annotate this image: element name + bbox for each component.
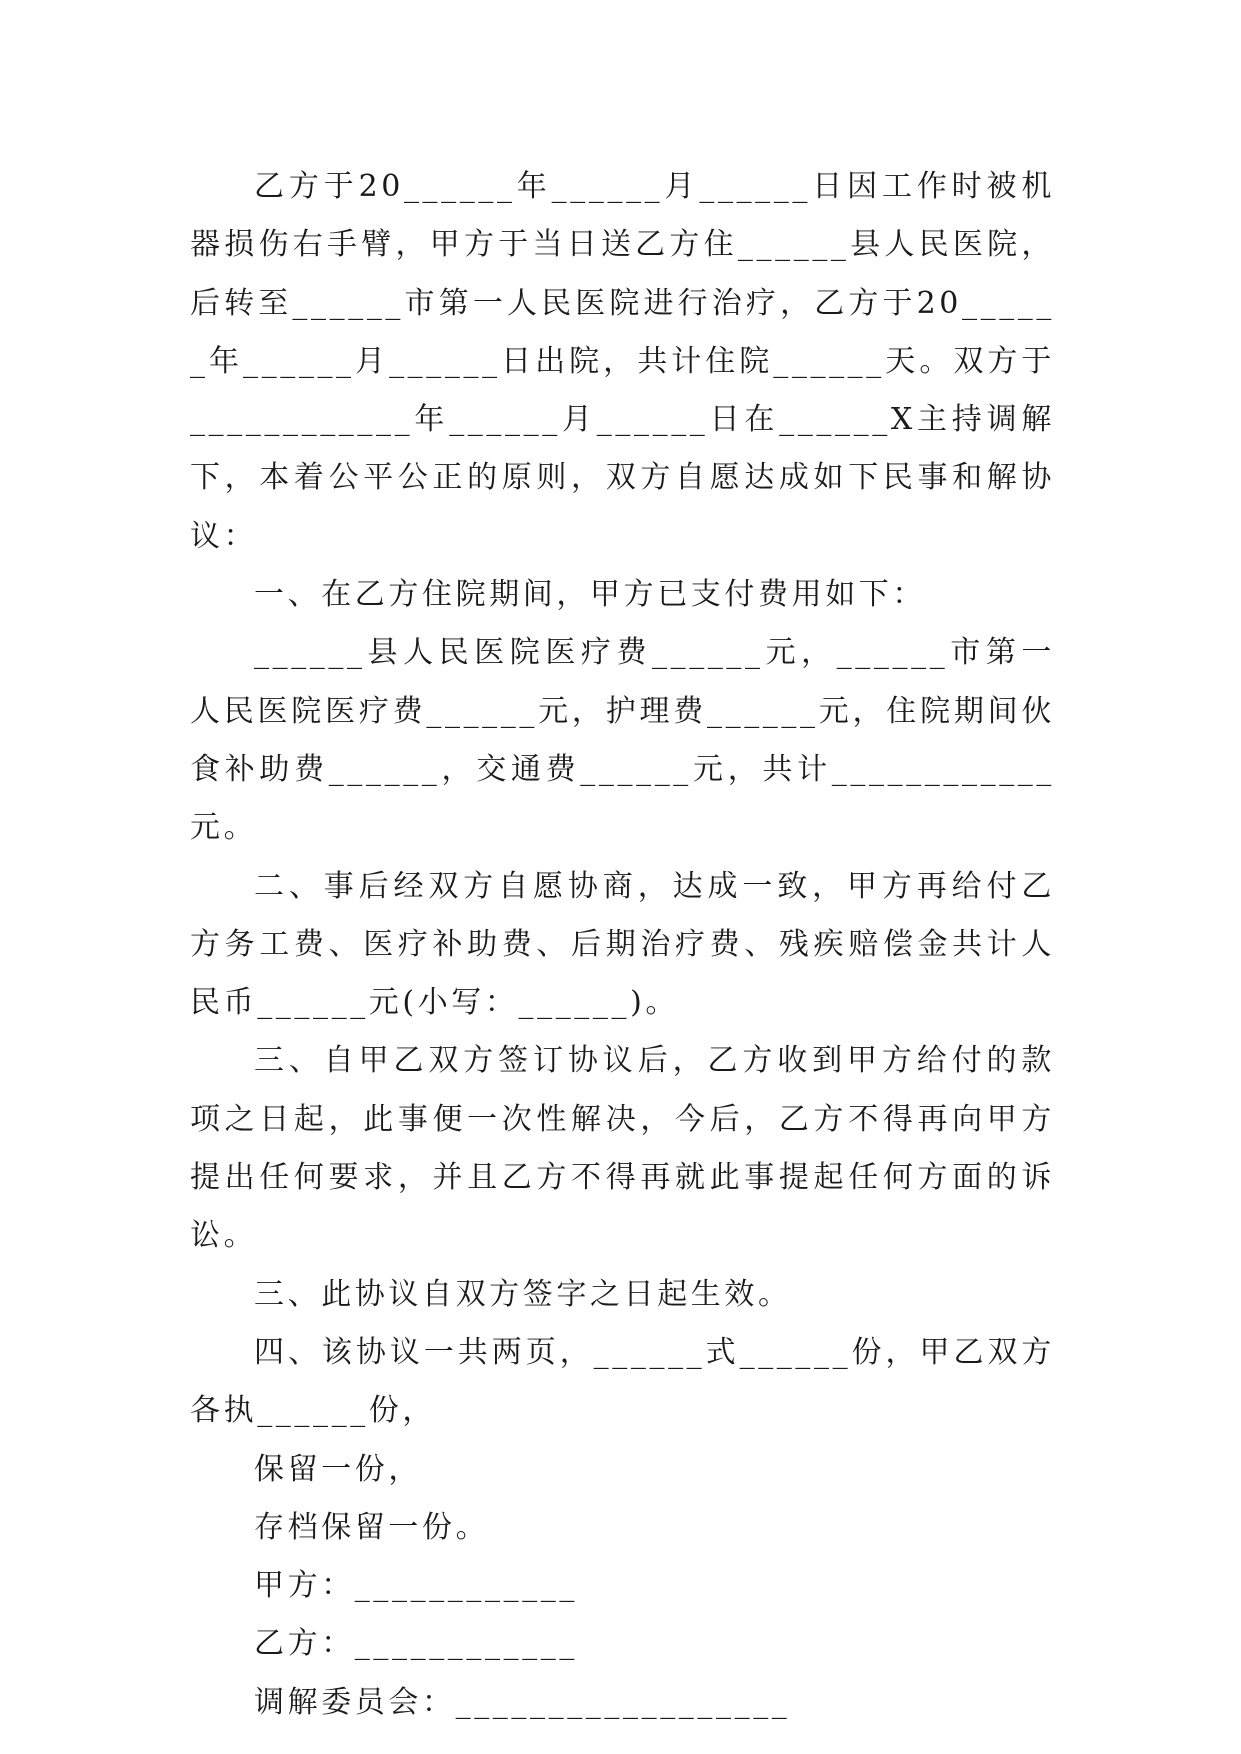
mediation-committee-signature-line: 调解委员会：__________________ — [254, 1684, 791, 1720]
copy-retained-line: 保留一份， — [254, 1451, 422, 1487]
party-a-signature-line: 甲方：____________ — [254, 1568, 578, 1604]
clause-three-paragraph: 三、自甲乙双方签订协议后，乙方收到甲方给付的款项之日起，此事便一次性解决，今后，乙方不得再向甲方提出任何要求，并且乙方不得再就此事提起任何方面的诉讼。 — [190, 1043, 1055, 1254]
archive-copy-line: 存档保留一份。 — [254, 1509, 490, 1545]
clause-one-heading: 一、在乙方住院期间，甲方已支付费用如下： — [254, 577, 926, 613]
clause-one-expenses: ______县人民医院医疗费______元，______市第一人民医院医疗费______元，护理费______元，住院期间伙食补助费______，交通费______元，共计____________元。 — [190, 635, 1055, 846]
clause-two-paragraph: 二、事后经双方自愿协商，达成一致，甲方再给付乙方务工费、医疗补助费、后期治疗费、残疾赔偿金共计人民币______元(小写：______)。 — [190, 868, 1055, 1021]
document-body — [190, 158, 1055, 1732]
intro-paragraph: 乙方于20______年______月______日因工作时被机器损伤右手臂，甲方于当日送乙方住______县人民医院，后转至______市第一人民医院进行治疗，乙方于20______年______月______日出院，共计住院______天。双方于____________年______月______日在______X主持调解下，本着公平公正的原则，双方自愿达成如下民事和解协议： — [190, 169, 1055, 554]
clause-effective-paragraph: 三、此协议自双方签字之日起生效。 — [254, 1276, 792, 1312]
party-b-signature-line: 乙方：____________ — [254, 1626, 578, 1662]
clause-four-paragraph: 四、该协议一共两页，______式______份，甲乙双方各执______份， — [190, 1334, 1055, 1429]
